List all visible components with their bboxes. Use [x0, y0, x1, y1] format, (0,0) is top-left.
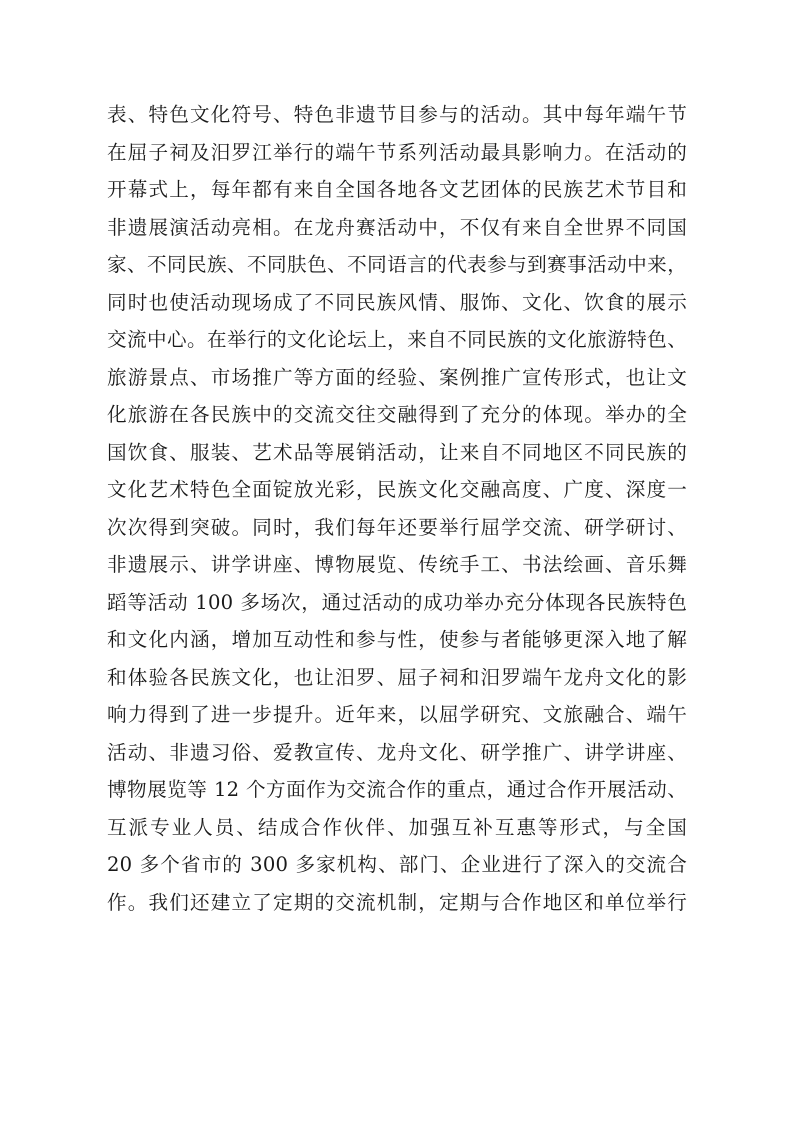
text-line: 非遗展演活动亮相。在龙舟赛活动中，不仅有来自全世界不同国 — [107, 215, 687, 239]
text-line: 和体验各民族文化，也让汨罗、屈子祠和汨罗端午龙舟文化的影 — [107, 665, 687, 689]
text-line: 响力得到了进一步提升。近年来，以屈学研究、文旅融合、端午 — [107, 703, 687, 726]
text-line: 20 多个省市的 300 多家机构、部门、企业进行了深入的交流合 — [107, 853, 687, 876]
text-line: 旅游景点、市场推广等方面的经验、案例推广宣传形式，也让文 — [107, 365, 687, 389]
text-line: 国饮食、服装、艺术品等展销活动，让来自不同地区不同民族的 — [107, 440, 687, 464]
body-paragraph — [107, 96, 687, 921]
text-line: 家、不同民族、不同肤色、不同语言的代表参与到赛事活动中来， — [107, 253, 687, 276]
text-line: 开幕式上，每年都有来自全国各地各文艺团体的民族艺术节目和 — [107, 178, 687, 201]
text-line: 博物展览等 12 个方面作为交流合作的重点，通过合作开展活动、 — [107, 778, 687, 801]
text-line: 化旅游在各民族中的交流交往交融得到了充分的体现。举办的全 — [107, 403, 687, 426]
text-line: 作。我们还建立了定期的交流机制，定期与合作地区和单位举行 — [107, 890, 687, 914]
text-line: 表、特色文化符号、特色非遗节目参与的活动。其中每年端午节 — [107, 103, 687, 126]
text-line: 交流中心。在举行的文化论坛上，来自不同民族的文化旅游特色、 — [107, 328, 687, 351]
text-line: 非遗展示、讲学讲座、博物展览、传统手工、书法绘画、音乐舞 — [107, 553, 687, 576]
text-line: 次次得到突破。同时，我们每年还要举行屈学交流、研学研讨、 — [107, 515, 687, 539]
text-line: 文化艺术特色全面锭放光彩，民族文化交融高度、广度、深度一 — [107, 478, 687, 501]
text-line: 互派专业人员、结成合作伙伴、加强互补互惠等形式，与全国 — [107, 815, 687, 839]
text-line: 和文化内涵，增加互动性和参与性，使参与者能够更深入地了解 — [107, 628, 687, 651]
text-line: 活动、非遗习俗、爱教宣传、龙舟文化、研学推广、讲学讲座、 — [107, 740, 687, 764]
text-line: 同时也使活动现场成了不同民族风情、服饰、文化、饮食的展示 — [107, 290, 687, 314]
text-line: 在屈子祠及汨罗江举行的端午节系列活动最具影响力。在活动的 — [107, 140, 687, 164]
text-line: 蹈等活动 100 多场次，通过活动的成功举办充分体现各民族特色 — [107, 590, 687, 614]
